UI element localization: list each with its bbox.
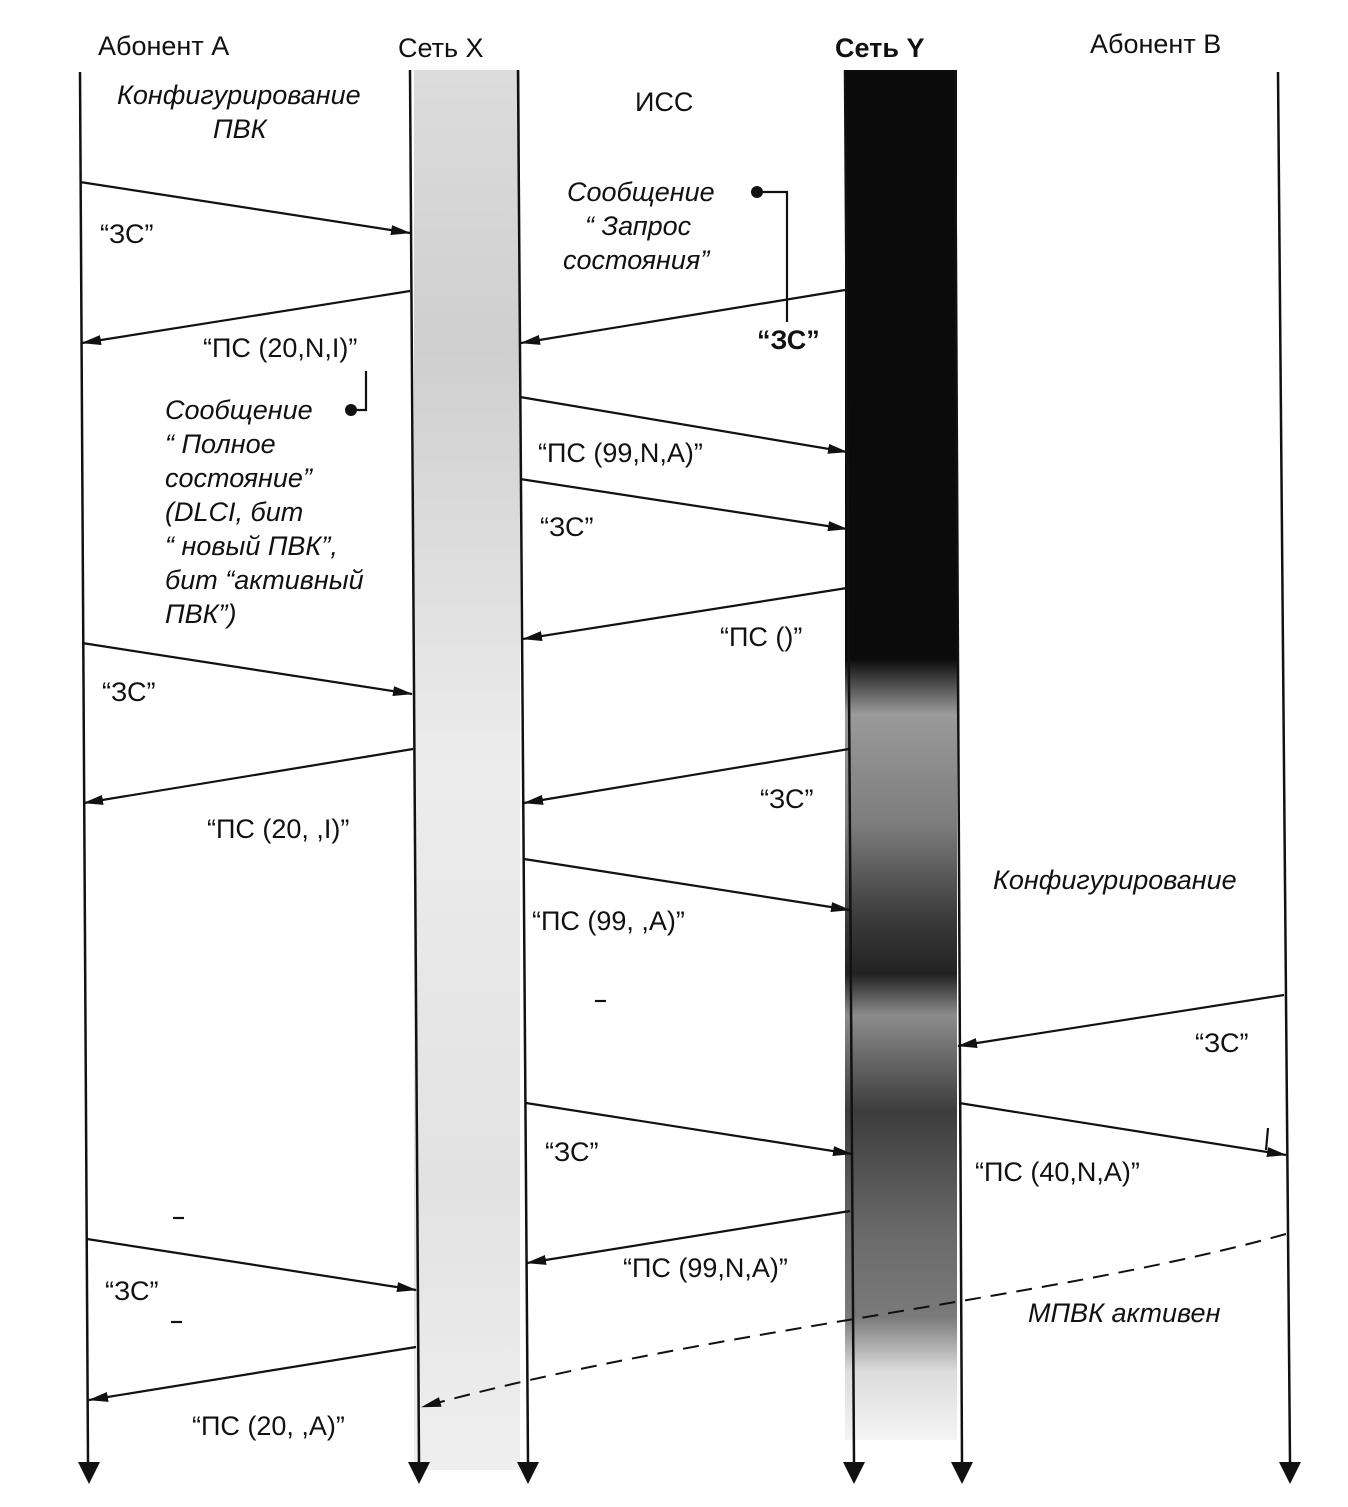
header-network-y: Сеть Y (835, 33, 925, 63)
arrow-x-to-a-2 (84, 749, 413, 803)
timeline-yr-arrowhead (951, 1462, 973, 1484)
header-subscriber-a: Абонент А (98, 31, 230, 61)
message-label: “ЗС” (1195, 1028, 1249, 1058)
full-status-line-1: Сообщение (165, 395, 313, 425)
message-label: “ЗС” (757, 325, 820, 355)
timeline-b-arrowhead (1279, 1462, 1301, 1484)
full-status-line-6: бит “активный (165, 565, 364, 595)
full-status-line-3: состояние” (165, 463, 312, 493)
message-label: “ЗС” (545, 1137, 599, 1167)
full-status-line-2: “ Полное (165, 429, 276, 459)
message-label: “ЗС” (100, 219, 154, 249)
arrow-x-to-a-3 (89, 1347, 416, 1400)
timeline-xr-arrowhead (517, 1462, 539, 1484)
timeline-a-arrowhead (78, 1462, 100, 1484)
message-label: “ЗС” (105, 1276, 159, 1306)
config-b-label: Конфигурирование (993, 865, 1237, 895)
message-label: “ЗС” (102, 677, 156, 707)
message-label: “ПС ()” (720, 622, 803, 652)
timeline-subscriber-b (1278, 72, 1290, 1462)
message-label: “ПС (99, ,A)” (532, 906, 685, 936)
header-subscriber-b: Абонент В (1090, 29, 1222, 59)
status-enquiry-line-1: Сообщение (567, 177, 715, 207)
full-status-line-7: ПВК”) (165, 599, 237, 629)
message-label: “ЗС” (760, 784, 814, 814)
config-pvk-line-2: ПВК (213, 114, 267, 144)
mpvk-active-label: МПВК активен (1028, 1298, 1221, 1328)
status-enquiry-line-2: “ Запрос (585, 211, 692, 241)
message-label: “ПС (99,N,A)” (538, 438, 703, 468)
tick-mark-b (1266, 1128, 1268, 1150)
arrow-y-to-b-1 (959, 1103, 1286, 1155)
iss-label: ИСС (635, 87, 694, 117)
full-status-line-4: (DLCI, бит (165, 497, 304, 527)
column-headers (98, 29, 1221, 63)
message-label: “ПС (20, ,I)” (207, 814, 350, 844)
callout-leader-full-status (351, 371, 366, 410)
message-label: “ЗС” (540, 512, 594, 542)
timeline-xl-arrowhead (408, 1462, 430, 1484)
config-pvk-line-1: Конфигурирование (117, 80, 361, 110)
network-y-band (845, 70, 957, 1440)
annotations (117, 80, 1237, 1328)
message-arrows (80, 182, 1286, 1407)
header-network-x: Сеть Х (398, 33, 484, 63)
message-label: “ПС (40,N,A)” (975, 1157, 1140, 1187)
full-status-line-5: “ новый ПВК”, (165, 531, 338, 561)
message-label: “ПС (99,N,A)” (623, 1253, 788, 1283)
message-label: “ПС (20,N,I)” (203, 333, 358, 363)
status-enquiry-line-3: состояния” (563, 245, 710, 275)
message-label: “ПС (20, ,A)” (192, 1411, 345, 1441)
network-x-band (414, 70, 520, 1470)
arrow-x-to-y-3 (524, 859, 850, 910)
timeline-subscriber-a (80, 72, 88, 1462)
timeline-yl-arrowhead (843, 1462, 865, 1484)
